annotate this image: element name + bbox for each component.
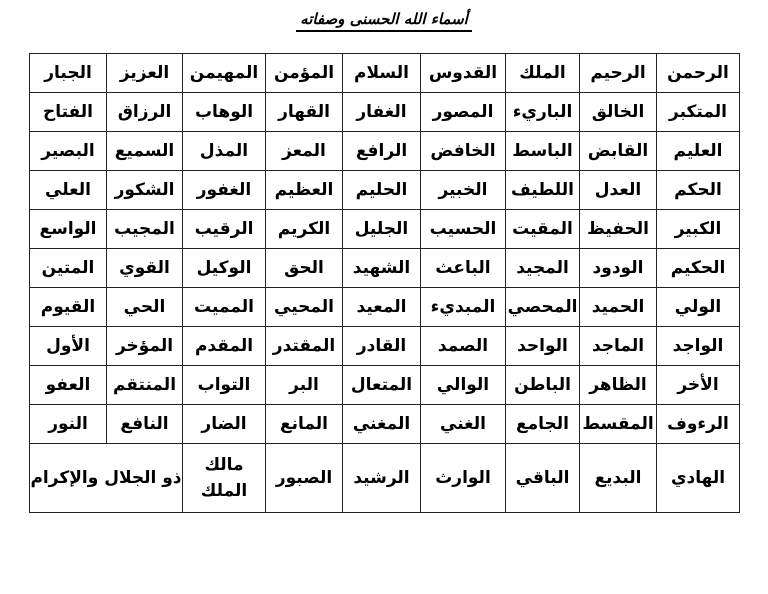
- table-row: [30, 210, 740, 249]
- name-cell: الملك: [506, 54, 580, 93]
- name-cell: المؤخر: [107, 327, 183, 366]
- name-cell: الأخر: [657, 366, 740, 405]
- name-cell: المانع: [266, 405, 343, 444]
- name-cell: الكريم: [266, 210, 343, 249]
- name-cell: الجامع: [506, 405, 580, 444]
- document-title: [0, 10, 768, 32]
- name-cell: الحكم: [657, 171, 740, 210]
- name-cell: الباطن: [506, 366, 580, 405]
- name-cell: الحليم: [343, 171, 421, 210]
- name-cell: الخافض: [421, 132, 506, 171]
- name-cell: الصمد: [421, 327, 506, 366]
- name-cell: الحسيب: [421, 210, 506, 249]
- names-table-body: [30, 54, 740, 513]
- name-cell: الوالي: [421, 366, 506, 405]
- name-cell: المذل: [183, 132, 266, 171]
- name-cell: الغفور: [183, 171, 266, 210]
- name-cell: الظاهر: [580, 366, 657, 405]
- name-cell: المعز: [266, 132, 343, 171]
- name-cell: الواجد: [657, 327, 740, 366]
- name-cell: المبديء: [421, 288, 506, 327]
- table-row: [30, 132, 740, 171]
- name-cell: الرافع: [343, 132, 421, 171]
- name-cell: السميع: [107, 132, 183, 171]
- table-row: [30, 93, 740, 132]
- name-cell: الباسط: [506, 132, 580, 171]
- name-cell: الخالق: [580, 93, 657, 132]
- table-row: [30, 54, 740, 93]
- name-cell: العفو: [30, 366, 107, 405]
- name-cell: المقدم: [183, 327, 266, 366]
- name-cell: الولي: [657, 288, 740, 327]
- table-row: [30, 249, 740, 288]
- name-cell: القهار: [266, 93, 343, 132]
- name-cell: الهادي: [657, 444, 740, 513]
- table-row: [30, 288, 740, 327]
- name-cell: المؤمن: [266, 54, 343, 93]
- name-cell: الواحد: [506, 327, 580, 366]
- table-row: [30, 327, 740, 366]
- name-cell: المتعال: [343, 366, 421, 405]
- name-cell: الحميد: [580, 288, 657, 327]
- table-row: [30, 405, 740, 444]
- table-row: [30, 171, 740, 210]
- name-cell: الأول: [30, 327, 107, 366]
- name-cell: المميت: [183, 288, 266, 327]
- name-cell: المجيد: [506, 249, 580, 288]
- name-cell: المقيت: [506, 210, 580, 249]
- name-cell: الحق: [266, 249, 343, 288]
- name-cell: الصبور: [266, 444, 343, 513]
- name-cell: الباعث: [421, 249, 506, 288]
- name-cell: البديع: [580, 444, 657, 513]
- name-cell: مالك الملك: [183, 444, 266, 513]
- name-cell: المتكبر: [657, 93, 740, 132]
- name-cell: الكبير: [657, 210, 740, 249]
- name-cell: الباقي: [506, 444, 580, 513]
- name-cell: الوكيل: [183, 249, 266, 288]
- name-cell: الغني: [421, 405, 506, 444]
- table-row: [30, 366, 740, 405]
- name-cell: المقتدر: [266, 327, 343, 366]
- name-cell: الشكور: [107, 171, 183, 210]
- name-cell: الحكيم: [657, 249, 740, 288]
- name-cell: البصير: [30, 132, 107, 171]
- name-cell: القابض: [580, 132, 657, 171]
- name-cell: الباريء: [506, 93, 580, 132]
- name-cell: المجيب: [107, 210, 183, 249]
- name-cell: الرحمن: [657, 54, 740, 93]
- names-table: [29, 53, 740, 513]
- name-cell: النافع: [107, 405, 183, 444]
- name-cell: الشهيد: [343, 249, 421, 288]
- name-cell: الفتاح: [30, 93, 107, 132]
- name-cell: المعيد: [343, 288, 421, 327]
- name-cell: المحصي: [506, 288, 580, 327]
- name-cell: الرشيد: [343, 444, 421, 513]
- name-cell: القيوم: [30, 288, 107, 327]
- name-cell: المغني: [343, 405, 421, 444]
- name-cell: المتين: [30, 249, 107, 288]
- name-cell-merged: ذو الجلال والإكرام: [30, 444, 183, 513]
- name-cell: الرءوف: [657, 405, 740, 444]
- name-cell: المنتقم: [107, 366, 183, 405]
- name-cell: العلي: [30, 171, 107, 210]
- name-cell: الحفيظ: [580, 210, 657, 249]
- name-cell: المقسط: [580, 405, 657, 444]
- name-cell: الجليل: [343, 210, 421, 249]
- table-row-last: [30, 444, 740, 513]
- name-cell: العدل: [580, 171, 657, 210]
- title-text: أسماء الله الحسنى وصفاته: [296, 10, 472, 32]
- name-cell: اللطيف: [506, 171, 580, 210]
- name-cell: الماجد: [580, 327, 657, 366]
- name-cell: الضار: [183, 405, 266, 444]
- name-cell: النور: [30, 405, 107, 444]
- name-cell: الرحيم: [580, 54, 657, 93]
- name-cell: المصور: [421, 93, 506, 132]
- name-cell: العليم: [657, 132, 740, 171]
- name-cell: التواب: [183, 366, 266, 405]
- name-cell: القوي: [107, 249, 183, 288]
- name-cell: المهيمن: [183, 54, 266, 93]
- name-cell: الودود: [580, 249, 657, 288]
- name-cell: الرزاق: [107, 93, 183, 132]
- name-cell: المحيي: [266, 288, 343, 327]
- name-cell: الرقيب: [183, 210, 266, 249]
- name-cell: الغفار: [343, 93, 421, 132]
- name-cell: الخبير: [421, 171, 506, 210]
- name-cell: الحي: [107, 288, 183, 327]
- name-cell: العزيز: [107, 54, 183, 93]
- name-cell: السلام: [343, 54, 421, 93]
- name-cell: الواسع: [30, 210, 107, 249]
- name-cell: القادر: [343, 327, 421, 366]
- name-cell: الجبار: [30, 54, 107, 93]
- name-cell: العظيم: [266, 171, 343, 210]
- name-cell: القدوس: [421, 54, 506, 93]
- name-cell: البر: [266, 366, 343, 405]
- name-cell: الوارث: [421, 444, 506, 513]
- name-cell: الوهاب: [183, 93, 266, 132]
